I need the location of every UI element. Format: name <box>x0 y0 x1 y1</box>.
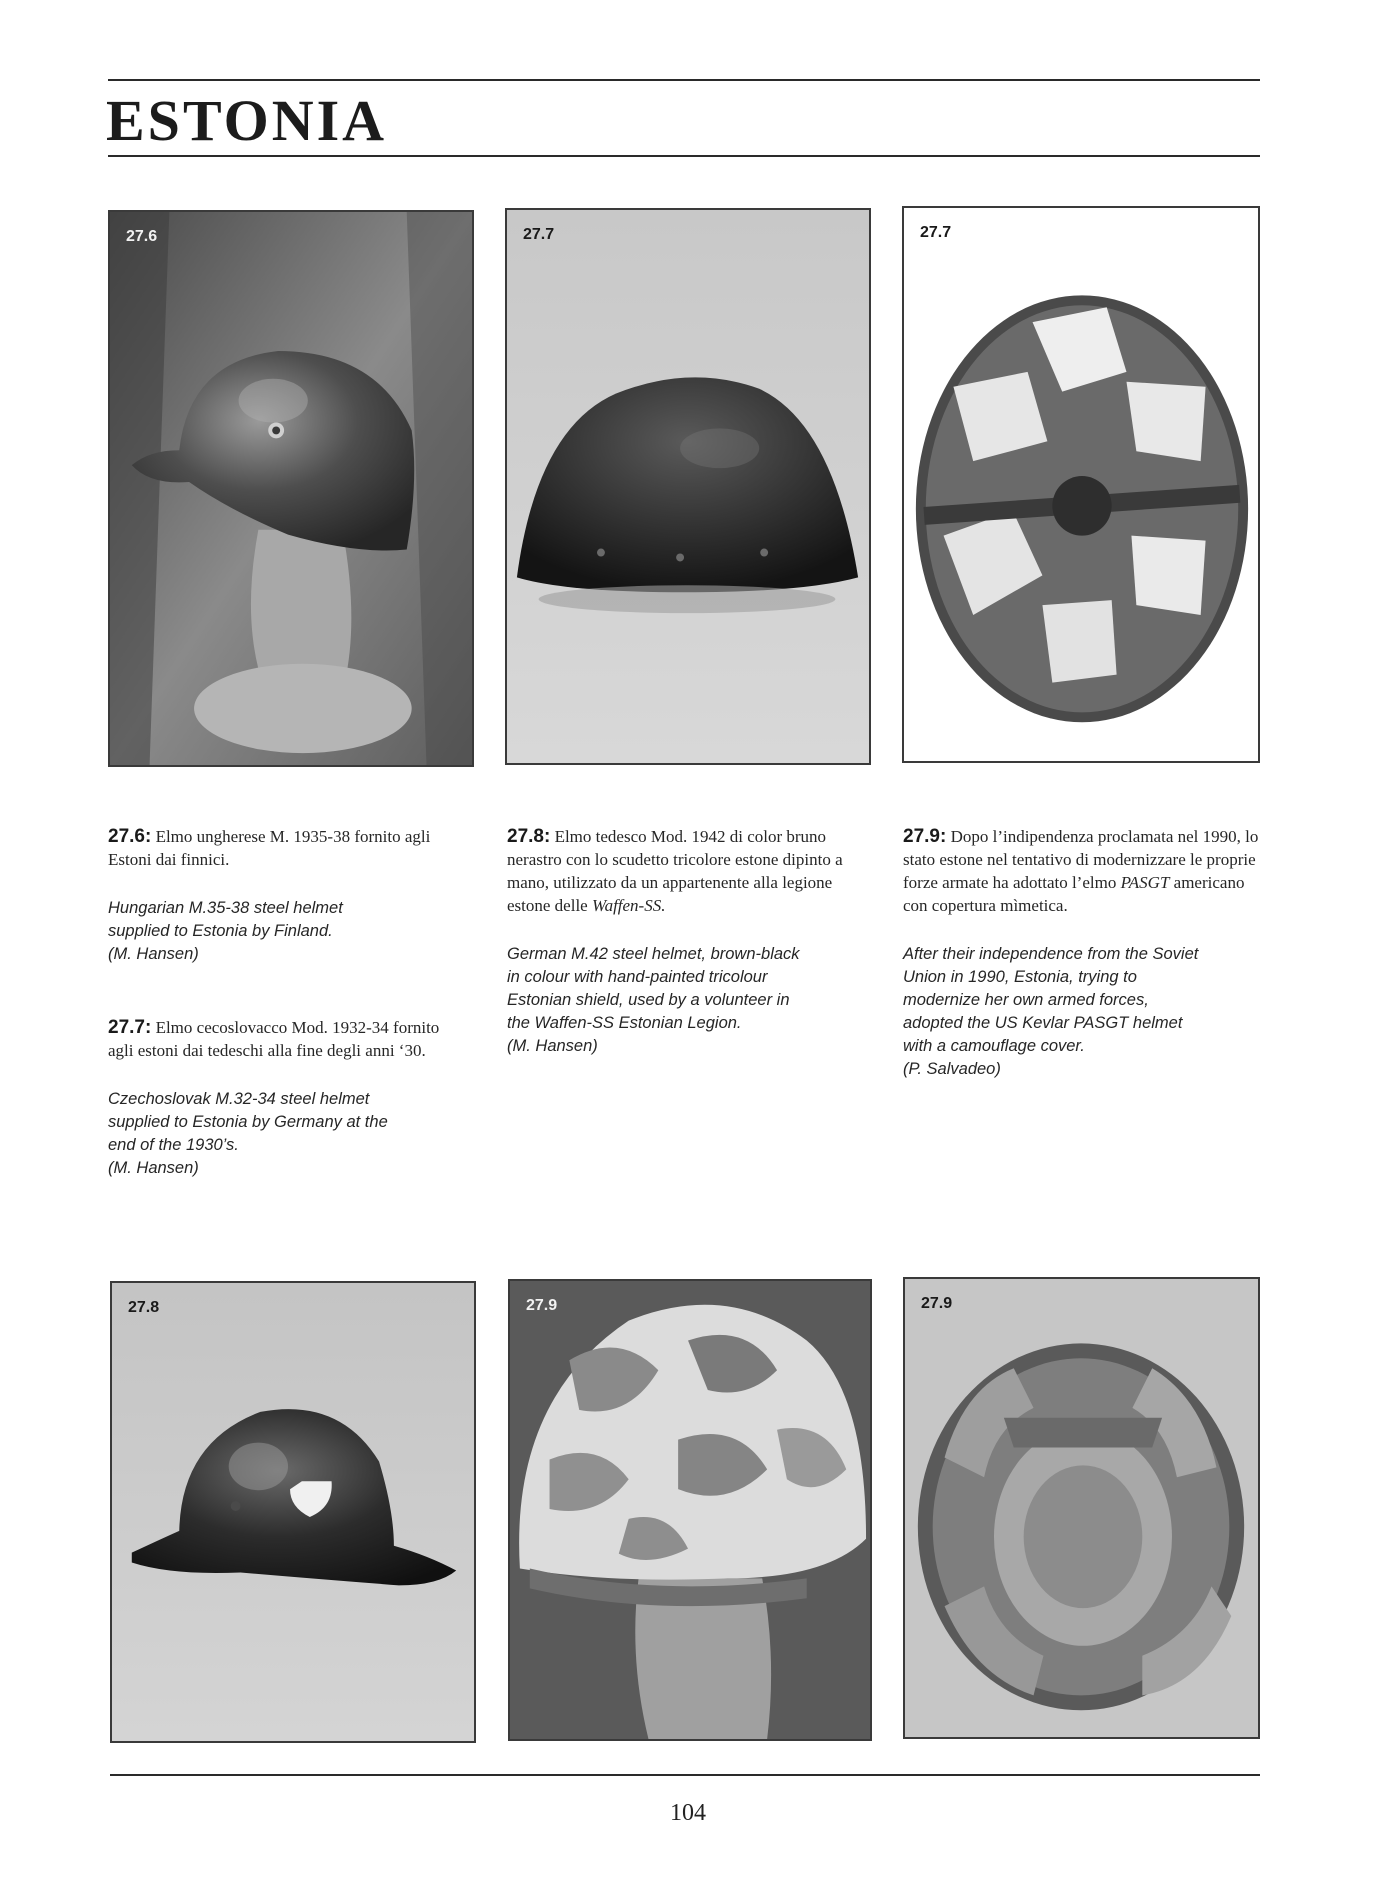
photo-27-8-german-helmet <box>110 1281 476 1743</box>
photo-27-7-helmet-interior <box>902 206 1260 763</box>
caption-line: adopted the US Kevlar PASGT helmet <box>903 1014 1183 1032</box>
caption-27-8-english <box>507 943 867 1058</box>
caption-27-9-english <box>903 943 1263 1081</box>
photo-label: 27.6 <box>126 228 158 245</box>
caption-credit: (M. Hansen) <box>108 1159 199 1177</box>
caption-italian-text: Elmo tedesco Mod. 1942 di color bruno nerastro con lo scudetto tricolore estone dipinto a mano, utilizzato da un appartenente alla legione estone delle <box>507 827 843 915</box>
caption-italian-text-end: americano con copertura mìmetica. <box>903 873 1245 915</box>
caption-column-middle <box>507 825 867 1058</box>
photo-27-7-helmet-exterior <box>505 208 871 765</box>
photo-27-9-camouflage-helmet-on-head <box>508 1279 872 1741</box>
caption-number: 27.8: <box>507 826 551 847</box>
caption-credit: (P. Salvadeo) <box>903 1060 1001 1078</box>
caption-number: 27.7: <box>108 1017 152 1038</box>
caption-column-right <box>903 825 1263 1081</box>
caption-27-9-italian <box>903 825 1263 917</box>
caption-27-7-english <box>108 1088 468 1180</box>
page-number: 104 <box>670 1800 706 1826</box>
caption-italian-text: Elmo ungherese M. 1935-38 fornito agli Estoni dai finnici. <box>108 827 431 869</box>
caption-line: After their independence from the Soviet <box>903 945 1199 963</box>
caption-27-8-italian <box>507 825 867 917</box>
caption-line: Union in 1990, Estonia, trying to <box>903 968 1137 986</box>
caption-27-7-italian <box>108 1016 468 1062</box>
caption-italian-italic: PASGT <box>1120 873 1170 892</box>
caption-italian-text: Dopo l’indipendenza proclamata nel 1990, lo stato estone nel tentativo di modernizzare le proprie forze armate ha adottato l’elmo <box>903 827 1259 892</box>
caption-line: Estonian shield, used by a volunteer in <box>507 991 790 1009</box>
caption-number: 27.6: <box>108 826 152 847</box>
caption-italian-italic: Waffen-SS. <box>591 896 666 915</box>
helmet-photo-image <box>510 1281 870 1739</box>
caption-line: with a camouflage cover. <box>903 1037 1085 1055</box>
bottom-rule <box>110 1774 1260 1776</box>
photo-label: 27.9 <box>526 1297 558 1314</box>
helmet-photo-image <box>110 212 472 765</box>
caption-27-6-italian <box>108 825 468 871</box>
caption-line: supplied to Estonia by Germany at the <box>108 1113 388 1131</box>
title-underline-rule <box>108 155 1260 157</box>
photo-label: 27.8 <box>128 1299 160 1316</box>
caption-credit: (M. Hansen) <box>507 1037 598 1055</box>
caption-italian-text: Elmo cecoslovacco Mod. 1932-34 fornito agli estoni dai tedeschi alla fine degli anni ‘30. <box>108 1018 440 1060</box>
photo-27-9-camouflage-helmet-interior <box>903 1277 1260 1739</box>
caption-27-6-english <box>108 897 468 966</box>
caption-line: Hungarian M.35-38 steel helmet <box>108 899 343 917</box>
caption-column-left <box>108 825 468 1180</box>
caption-number: 27.9: <box>903 826 947 847</box>
caption-line: supplied to Estonia by Finland. <box>108 922 333 940</box>
photo-27-6-helmet-on-head <box>108 210 474 767</box>
caption-line: German M.42 steel helmet, brown-black <box>507 945 800 963</box>
caption-line: end of the 1930’s. <box>108 1136 239 1154</box>
helmet-liner-image <box>904 208 1258 761</box>
photo-label: 27.9 <box>921 1295 953 1312</box>
helmet-photo-image <box>112 1283 474 1741</box>
top-rule <box>108 79 1260 81</box>
caption-line: Czechoslovak M.32-34 steel helmet <box>108 1090 370 1108</box>
caption-line: in colour with hand-painted tricolour <box>507 968 768 986</box>
caption-credit: (M. Hansen) <box>108 945 199 963</box>
caption-line: the Waffen-SS Estonian Legion. <box>507 1014 742 1032</box>
helmet-liner-image <box>905 1279 1258 1737</box>
caption-line: modernize her own armed forces, <box>903 991 1149 1009</box>
helmet-photo-image <box>507 210 869 763</box>
page-title: ESTONIA <box>106 88 388 153</box>
photo-label: 27.7 <box>920 224 952 241</box>
photo-label: 27.7 <box>523 226 555 243</box>
